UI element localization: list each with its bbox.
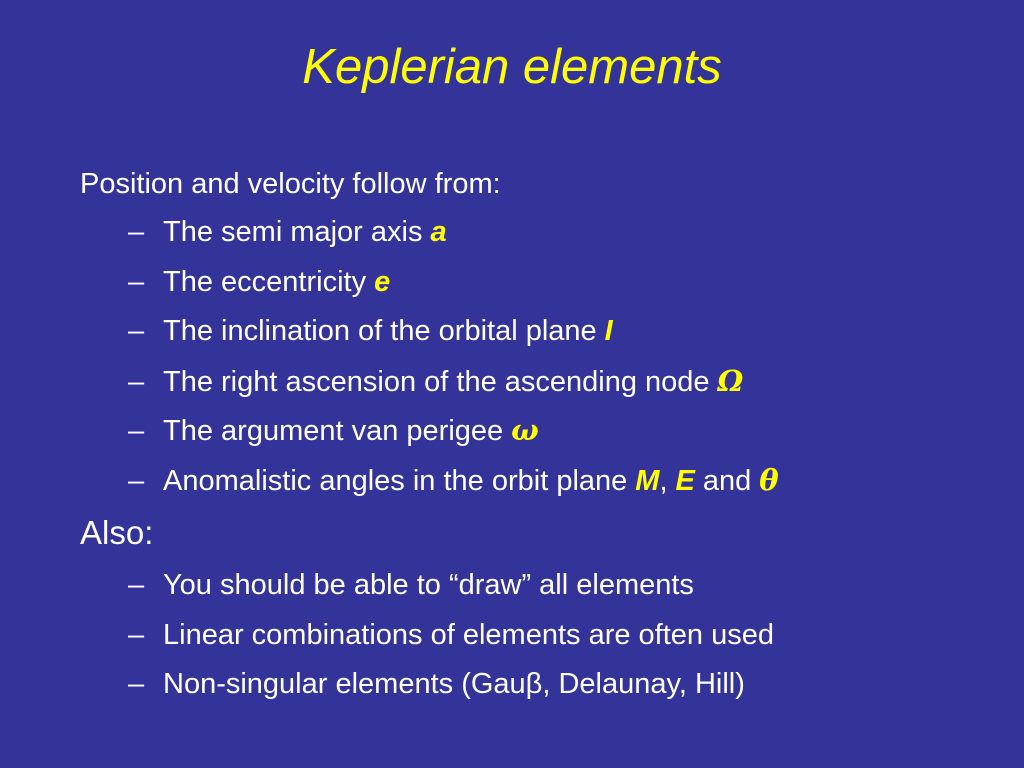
dash-bullet: – [128, 668, 145, 700]
slide-body [80, 160, 1000, 710]
symbol-theta: θ [759, 462, 779, 497]
item-text: Linear combinations of elements are often used [163, 618, 774, 651]
and-text: and [702, 464, 752, 497]
list-item [80, 456, 1000, 506]
item-text: The inclination of the orbital plane [163, 315, 597, 347]
item-text: The right ascension of the ascending node [163, 365, 710, 398]
slide-title: Keplerian elements [302, 40, 722, 94]
list-item [80, 307, 1000, 357]
list-item [80, 561, 1000, 611]
dash-bullet: – [128, 265, 145, 298]
list-item [80, 611, 1000, 661]
item-text: You should be able to “draw” all elements [163, 569, 694, 601]
symbol-omega-lower: ω [511, 413, 539, 447]
list-item [80, 258, 1000, 308]
section-heading-also: Also: [80, 514, 154, 551]
dash-bullet: – [128, 315, 145, 347]
item-text: The argument van perigee [163, 415, 504, 447]
dash-bullet: – [128, 618, 145, 651]
comma: , [659, 464, 668, 497]
dash-bullet: – [128, 216, 145, 248]
list-item [80, 406, 1000, 456]
list-item [80, 357, 1000, 407]
symbol-i: I [604, 315, 613, 347]
dash-bullet: – [128, 365, 145, 398]
dash-bullet: – [128, 415, 145, 447]
item-text: Non-singular elements (Gauβ, Delaunay, Hill) [163, 668, 745, 700]
dash-bullet: – [128, 464, 145, 497]
list-item [80, 660, 1000, 710]
item-text: The semi major axis [163, 216, 423, 248]
symbol-e-anomaly: E [675, 464, 695, 497]
list-item [80, 208, 1000, 258]
symbol-e: e [374, 265, 391, 298]
symbol-m: M [635, 464, 660, 497]
dash-bullet: – [128, 569, 145, 601]
item-text: The eccentricity [163, 265, 367, 298]
section-heading-position: Position and velocity follow from: [80, 168, 501, 200]
symbol-omega-upper: Ω [717, 363, 744, 398]
item-text: Anomalistic angles in the orbit plane [163, 464, 628, 497]
symbol-a: a [430, 216, 447, 248]
